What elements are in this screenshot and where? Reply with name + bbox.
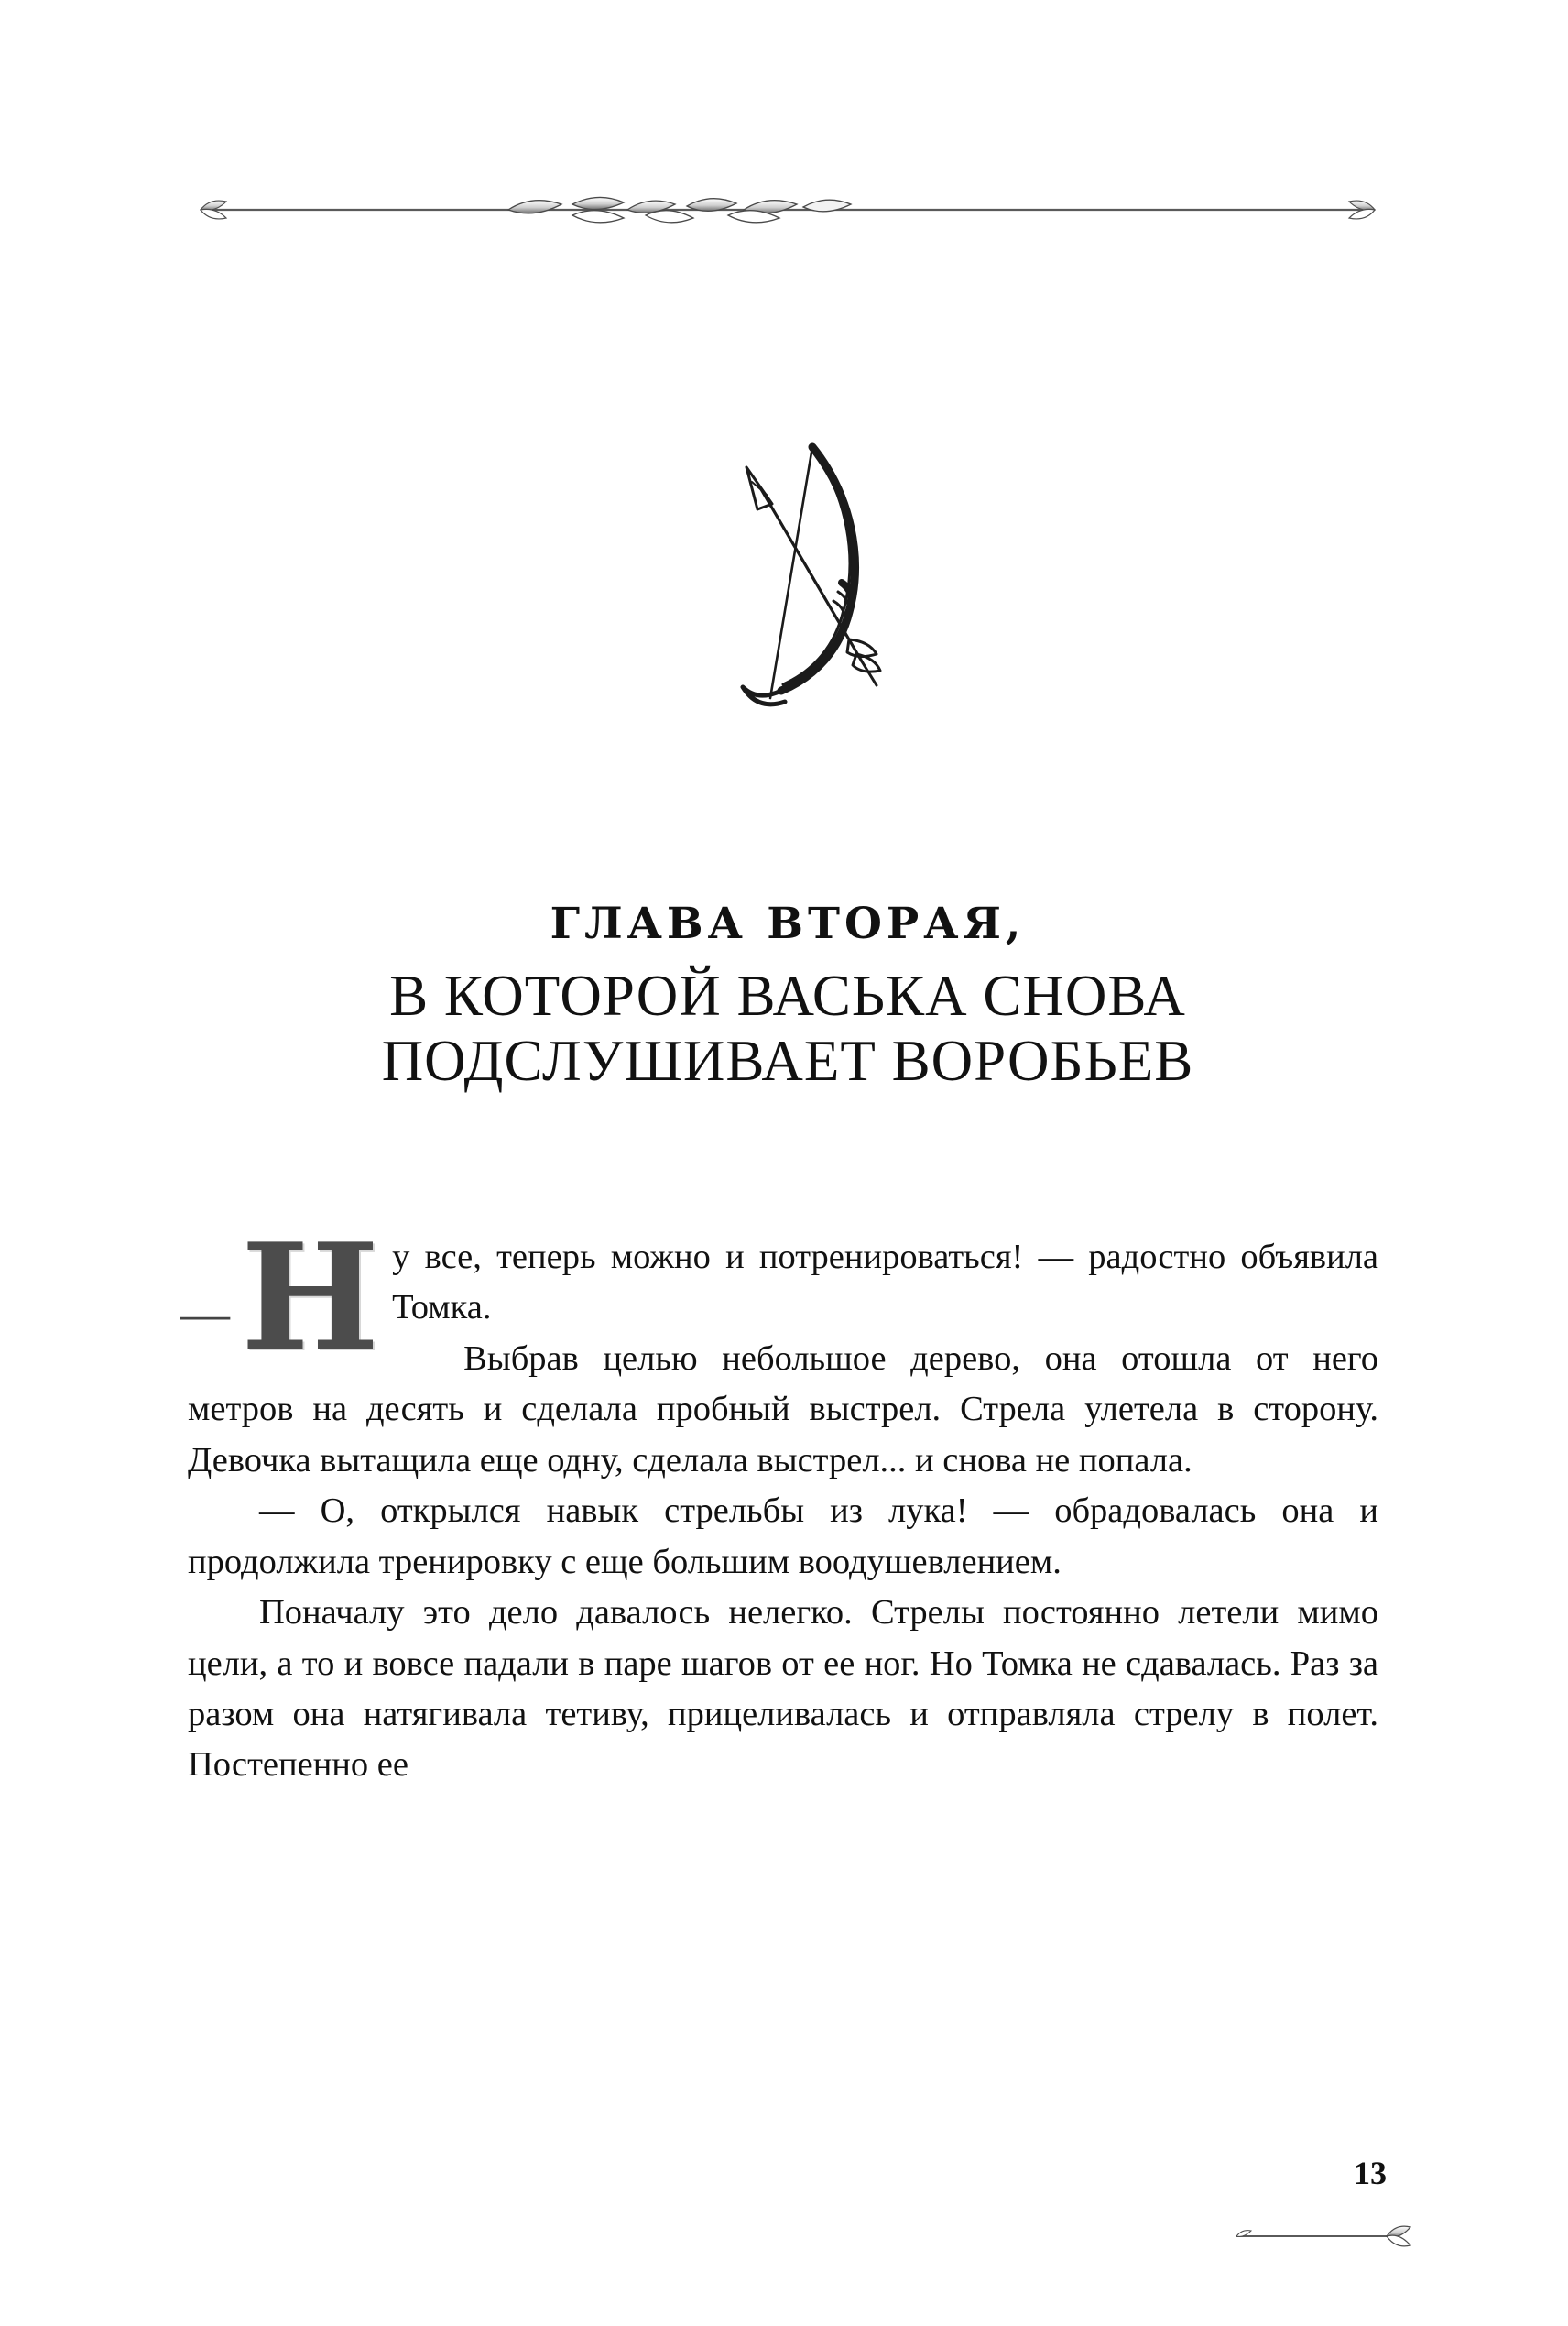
drop-cap-letter: Н xyxy=(241,1211,380,1383)
paragraph-4: Поначалу это дело давалось нелегко. Стрелы постоянно летели мимо цели, а то и вовсе падали в паре шагов от ее ног. Но Томка не сдавалась. Раз за разом она натягивала тетиву, прицеливалась и отправляла стрелу в полет. Постепенно ее xyxy=(188,1593,1378,1785)
chapter-illustration xyxy=(0,431,1568,751)
bottom-ornament-rule xyxy=(1229,2218,1412,2255)
paragraph-3: — О, открылся навык стрельбы из лука! — обрадовалась она и продолжила тренировку с еще большим воодушевлением. xyxy=(188,1491,1378,1581)
chapter-title-block xyxy=(165,899,1410,1094)
chapter-title-line-1: В КОТОРОЙ ВАСЬКА СНОВА xyxy=(389,964,1186,1028)
paragraph-2: Выбрав целью небольшое дерево, она отошла от него метров на десять и сделала пробный выстрел. Стрела улетела в сторону. Девочка вытащила еще одну, сделала выстрел... и снова не попала. xyxy=(188,1338,1378,1480)
chapter-kicker: ГЛАВА ВТОРАЯ, xyxy=(550,899,1026,949)
em-dash-mark: — xyxy=(180,1286,230,1341)
bow-and-arrow-icon xyxy=(633,431,935,751)
page-number: 13 xyxy=(1354,2155,1387,2191)
chapter-body xyxy=(180,1211,1378,1791)
paragraph-1: у все, теперь можно и потренироваться! — радостно объявила Томка. xyxy=(392,1238,1378,1327)
top-ornament-rule xyxy=(188,181,1388,236)
chapter-title-line-2: ПОДСЛУШИВАЕТ ВОРОБЬЕВ xyxy=(381,1029,1194,1094)
dropcap-paragraph xyxy=(180,1211,1378,1486)
